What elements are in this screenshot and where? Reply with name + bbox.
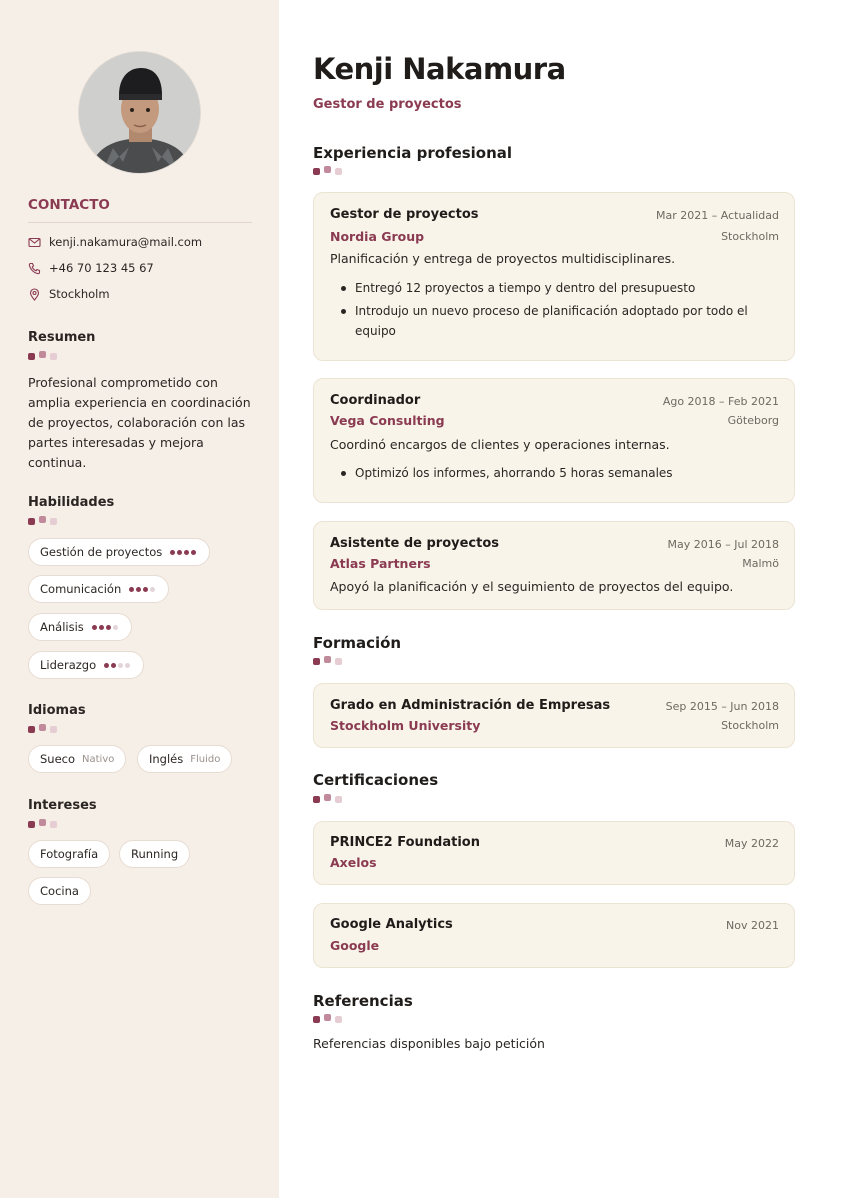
job-title: Asistente de proyectos — [330, 536, 500, 551]
interests-heading: Intereses — [28, 798, 97, 813]
certifications-heading: Certificaciones — [313, 771, 439, 789]
summary-heading-dots — [28, 351, 61, 360]
job-description: Coordinó encargos de clientes y operaciones internas. — [330, 437, 670, 452]
job-achievements — [330, 278, 770, 341]
job-location: Stockholm — [721, 230, 779, 243]
skills-heading-dots — [28, 516, 61, 525]
education-dates: Sep 2015 – Jun 2018 — [665, 700, 779, 713]
languages-heading: Idiomas — [28, 703, 86, 718]
skill-pill — [28, 613, 132, 641]
certification-date: May 2022 — [724, 837, 779, 850]
skill-dot-filled — [106, 625, 111, 630]
contact-location-text: Stockholm — [49, 287, 110, 301]
candidate-role: Gestor de proyectos — [313, 97, 462, 112]
interest-name: Cocina — [40, 884, 79, 898]
language-level: Fluido — [190, 753, 221, 765]
interest-pill — [28, 840, 110, 868]
certifications-heading-dots — [313, 794, 346, 803]
references-text: Referencias disponibles bajo petición — [313, 1036, 545, 1051]
education-heading: Formación — [313, 634, 402, 652]
candidate-name: Kenji Nakamura — [313, 52, 566, 86]
skill-dot-empty — [125, 663, 130, 668]
certification-card — [313, 903, 795, 968]
skill-name: Comunicación — [40, 582, 122, 596]
experience-heading-dots — [313, 166, 346, 175]
achievement-item: Introdujo un nuevo proceso de planificación adoptado por todo el equipo — [330, 301, 770, 341]
certification-title: Google Analytics — [330, 917, 453, 932]
skill-dot-filled — [92, 625, 97, 630]
skill-dot-filled — [170, 550, 175, 555]
skill-level-dots — [92, 625, 120, 630]
references-heading: Referencias — [313, 992, 413, 1010]
language-pill — [28, 745, 126, 773]
experience-heading: Experiencia profesional — [313, 144, 513, 162]
job-location: Malmö — [742, 557, 779, 570]
certification-title: PRINCE2 Foundation — [330, 835, 480, 850]
skill-dot-filled — [99, 625, 104, 630]
mail-icon — [28, 236, 41, 249]
summary-text: Profesional comprometido con amplia experiencia en coordinación de proyectos, colaboración con las partes interesadas y mejora continua. — [28, 375, 251, 470]
interests-heading-dots — [28, 819, 61, 828]
skill-level-dots — [104, 663, 132, 668]
skill-dot-filled — [136, 587, 141, 592]
skill-pill — [28, 575, 169, 603]
skill-dot-empty — [118, 663, 123, 668]
experience-card — [313, 521, 795, 610]
contact-location — [28, 286, 110, 302]
job-achievements — [330, 463, 770, 483]
language-level: Nativo — [82, 753, 115, 765]
contact-phone-text: +46 70 123 45 67 — [49, 261, 154, 275]
achievement-item: Entregó 12 proyectos a tiempo y dentro del presupuesto — [330, 278, 770, 298]
contact-divider — [28, 222, 252, 223]
contact-email-text: kenji.nakamura@mail.com — [49, 235, 203, 249]
skill-dot-empty — [150, 587, 155, 592]
job-company: Nordia Group — [330, 229, 425, 244]
references-heading-dots — [313, 1014, 346, 1023]
certification-card — [313, 821, 795, 885]
experience-card — [313, 192, 795, 361]
job-dates: Mar 2021 – Actualidad — [656, 209, 779, 222]
skill-name: Análisis — [40, 620, 84, 634]
job-description: Planificación y entrega de proyectos multidisciplinares. — [330, 251, 676, 266]
sidebar — [0, 0, 279, 1198]
language-name: Inglés — [149, 752, 184, 766]
certification-date: Nov 2021 — [726, 919, 779, 932]
experience-card — [313, 378, 795, 503]
profile-photo — [78, 51, 201, 174]
language-name: Sueco — [40, 752, 76, 766]
contact-phone[interactable] — [28, 260, 154, 276]
interest-name: Fotografía — [40, 847, 99, 861]
job-company: Atlas Partners — [330, 556, 431, 571]
certification-issuer: Google — [330, 938, 380, 953]
job-company: Vega Consulting — [330, 413, 445, 428]
summary-heading: Resumen — [28, 330, 96, 345]
skill-name: Liderazgo — [40, 658, 97, 672]
skill-dot-filled — [104, 663, 109, 668]
phone-icon — [28, 262, 41, 275]
education-institution: Stockholm University — [330, 718, 481, 733]
skill-dot-filled — [129, 587, 134, 592]
skill-name: Gestión de proyectos — [40, 545, 163, 559]
skill-dot-filled — [143, 587, 148, 592]
education-location: Stockholm — [721, 719, 779, 732]
contact-email[interactable] — [28, 234, 202, 250]
interest-pill — [119, 840, 190, 868]
job-title: Coordinador — [330, 393, 421, 408]
skills-heading: Habilidades — [28, 495, 115, 510]
skill-dot-filled — [177, 550, 182, 555]
job-location: Göteborg — [727, 414, 779, 427]
certification-issuer: Axelos — [330, 855, 377, 870]
job-title: Gestor de proyectos — [330, 207, 479, 222]
skill-dot-filled — [111, 663, 116, 668]
contact-heading: CONTACTO — [28, 197, 110, 213]
skill-pill — [28, 651, 144, 679]
skill-dot-filled — [191, 550, 196, 555]
education-heading-dots — [313, 656, 346, 665]
education-card — [313, 683, 795, 748]
profile-photo-image — [79, 52, 201, 174]
location-pin-icon — [28, 288, 41, 301]
languages-heading-dots — [28, 724, 61, 733]
main-content — [279, 0, 846, 1198]
job-description: Apoyó la planificación y el seguimiento de proyectos del equipo. — [330, 579, 734, 594]
interest-name: Running — [131, 847, 179, 861]
job-dates: May 2016 – Jul 2018 — [667, 538, 779, 551]
skill-level-dots — [170, 550, 198, 555]
skill-level-dots — [129, 587, 157, 592]
skill-dot-empty — [113, 625, 118, 630]
interest-pill — [28, 877, 91, 905]
achievement-item: Optimizó los informes, ahorrando 5 horas semanales — [330, 463, 770, 483]
language-pill — [137, 745, 232, 773]
skill-pill — [28, 538, 210, 566]
job-dates: Ago 2018 – Feb 2021 — [662, 395, 779, 408]
degree-title: Grado en Administración de Empresas — [330, 698, 611, 713]
skill-dot-filled — [184, 550, 189, 555]
